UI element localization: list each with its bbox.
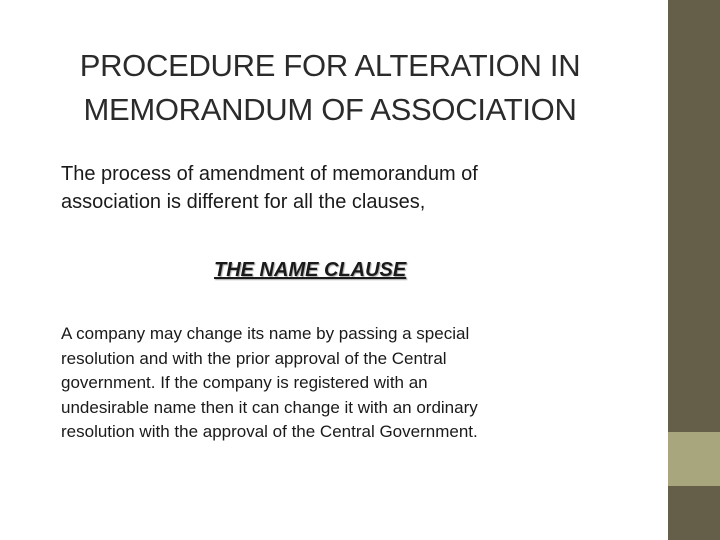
sidebar-decoration-accent <box>668 432 720 486</box>
intro-line-2: association is different for all the clauses, <box>61 191 426 213</box>
body-line-5: resolution with the approval of the Central Government. <box>61 422 478 441</box>
intro-line-1: The process of amendment of memorandum of <box>61 163 478 185</box>
sidebar-decoration-top <box>668 0 720 432</box>
section-heading: THE NAME CLAUSE <box>214 259 407 281</box>
slide-title <box>40 44 620 132</box>
body-line-4: undesirable name then it can change it with an ordinary <box>61 397 478 417</box>
body-paragraph <box>61 322 651 445</box>
body-line-2: resolution and with the prior approval of the Central <box>61 348 447 368</box>
slide-title-line-2: MEMORANDUM OF ASSOCIATION <box>83 92 577 127</box>
sidebar-decoration-bottom <box>668 486 720 540</box>
body-line-3: government. If the company is registered with an <box>61 373 428 392</box>
intro-paragraph <box>61 160 651 216</box>
body-line-1: A company may change its name by passing a special <box>61 324 470 343</box>
slide-title-line-1: PROCEDURE FOR ALTERATION IN <box>79 48 581 83</box>
